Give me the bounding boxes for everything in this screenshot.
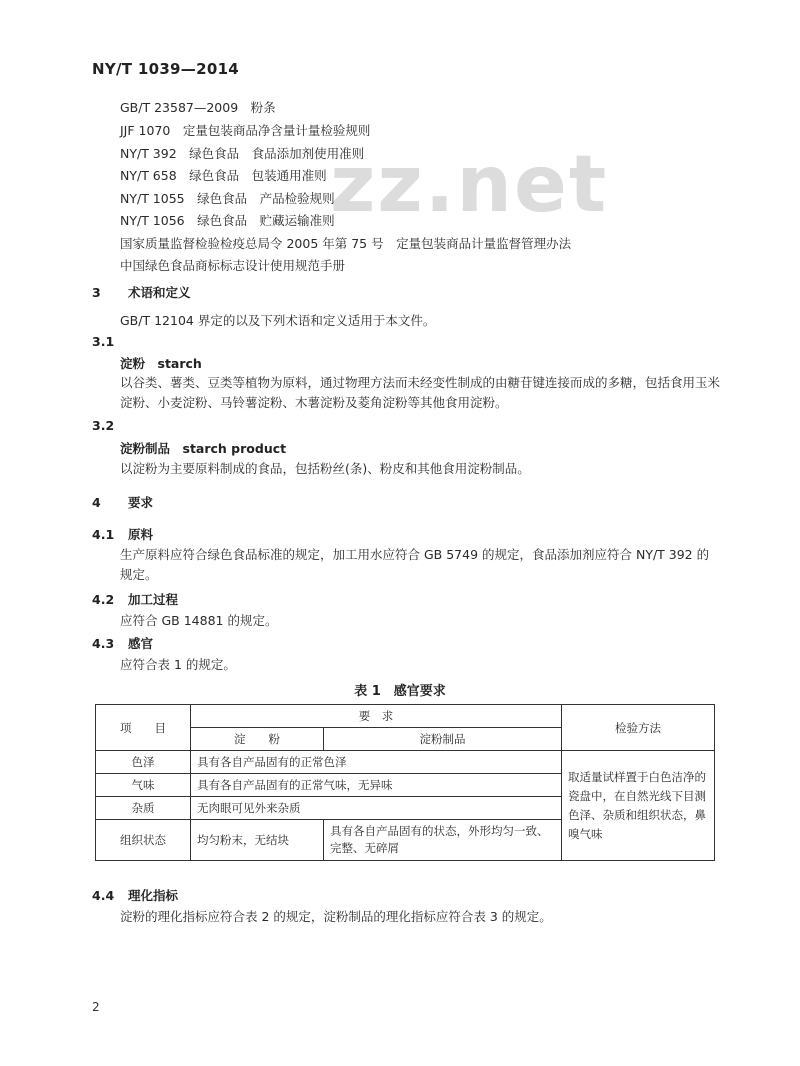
reference-item: NY/T 658 绿色食品 包装通用准则 bbox=[120, 168, 327, 183]
header-starch: 淀 粉 bbox=[191, 728, 324, 751]
document-code: NY/T 1039—2014 bbox=[92, 60, 240, 78]
section-number: 3 bbox=[92, 285, 101, 300]
page-number: 2 bbox=[92, 1000, 100, 1014]
section-title: 要求 bbox=[128, 495, 154, 510]
table-caption: 表 1 感官要求 bbox=[354, 684, 446, 699]
reference-item: JJF 1070 定量包装商品净含量计量检验规则 bbox=[120, 123, 371, 138]
reference-item: NY/T 392 绿色食品 食品添加剂使用准则 bbox=[120, 146, 365, 161]
row-item: 杂质 bbox=[96, 797, 191, 820]
row-product: 具有各自产品固有的状态，外形均匀一致、完整、无碎屑 bbox=[324, 820, 562, 861]
section-number: 4 bbox=[92, 495, 101, 510]
row-value: 具有各自产品固有的正常色泽 bbox=[191, 751, 562, 774]
section-intro: GB/T 12104 界定的以及下列术语和定义适用于本文件。 bbox=[120, 313, 436, 328]
subsection-text: 淀粉的理化指标应符合表 2 的规定，淀粉制品的理化指标应符合表 3 的规定。 bbox=[120, 909, 552, 924]
term-definition: 以淀粉为主要原料制成的食品，包括粉丝(条)、粉皮和其他食用淀粉制品。 bbox=[120, 461, 530, 476]
subsection-heading: 4.1 原料 bbox=[92, 527, 154, 542]
reference-item: GB/T 23587—2009 粉条 bbox=[120, 100, 276, 115]
watermark: zz.net bbox=[330, 140, 609, 230]
term-definition: 以谷类、薯类、豆类等植物为原料，通过物理方法而未经变性制成的由糖苷键连接而成的多糖，包括食用玉米淀粉、小麦淀粉、马铃薯淀粉、木薯淀粉及菱角淀粉等其他食用淀粉。 bbox=[120, 375, 721, 410]
row-item: 组织状态 bbox=[96, 820, 191, 861]
subsection-text: 生产原料应符合绿色食品标准的规定，加工用水应符合 GB 5749 的规定，食品添加剂应符合 NY/T 392 的规定。 bbox=[120, 547, 710, 582]
inspection-method: 取适量试样置于白色洁净的瓷盘中，在自然光线下目测色泽、杂质和组织状态，鼻嗅气味 bbox=[562, 751, 715, 861]
reference-item: 中国绿色食品商标标志设计使用规范手册 bbox=[120, 258, 346, 273]
header-method: 检验方法 bbox=[562, 705, 715, 751]
reference-item: 国家质量监督检验检疫总局令 2005 年第 75 号 定量包装商品计量监督管理办法 bbox=[120, 236, 572, 251]
header-item: 项 目 bbox=[96, 705, 191, 751]
subsection-text: 应符合表 1 的规定。 bbox=[120, 657, 236, 672]
row-value: 具有各自产品固有的正常气味，无异味 bbox=[191, 774, 562, 797]
table-header-row bbox=[96, 705, 715, 728]
table-row bbox=[96, 751, 715, 774]
subsection-heading: 4.3 感官 bbox=[92, 636, 154, 651]
term-name: 淀粉 starch bbox=[120, 356, 202, 371]
header-requirement: 要 求 bbox=[191, 705, 562, 728]
row-value: 无肉眼可见外来杂质 bbox=[191, 797, 562, 820]
term-number: 3.2 bbox=[92, 418, 115, 433]
term-number: 3.1 bbox=[92, 334, 115, 349]
row-starch: 均匀粉末，无结块 bbox=[191, 820, 324, 861]
section-heading-3 bbox=[92, 283, 191, 301]
row-item: 气味 bbox=[96, 774, 191, 797]
sensory-requirements-table bbox=[95, 704, 715, 861]
header-product: 淀粉制品 bbox=[324, 728, 562, 751]
section-heading-4 bbox=[92, 493, 153, 511]
section-title: 术语和定义 bbox=[128, 285, 191, 300]
reference-item: NY/T 1056 绿色食品 贮藏运输准则 bbox=[120, 213, 335, 228]
term-name: 淀粉制品 starch product bbox=[120, 441, 287, 456]
subsection-text: 应符合 GB 14881 的规定。 bbox=[120, 613, 278, 628]
subsection-heading: 4.4 理化指标 bbox=[92, 888, 179, 903]
row-item: 色泽 bbox=[96, 751, 191, 774]
subsection-heading: 4.2 加工过程 bbox=[92, 592, 179, 607]
reference-item: NY/T 1055 绿色食品 产品检验规则 bbox=[120, 191, 335, 206]
